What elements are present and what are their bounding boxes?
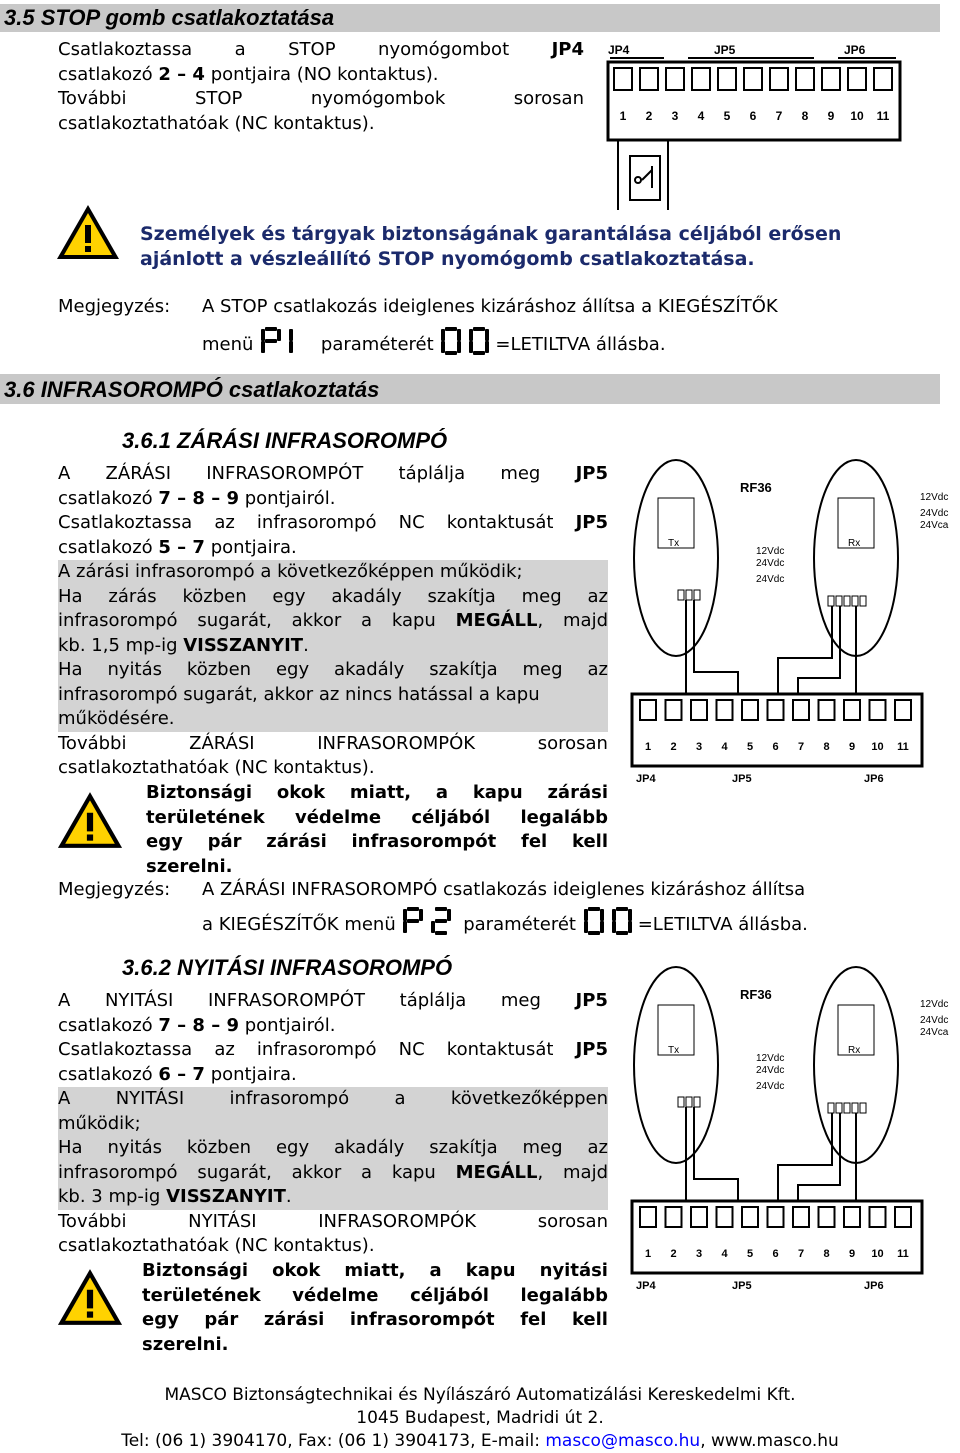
terminal-screw [836, 596, 842, 606]
opening-ir-text: A NYITÁSI INFRASOROMPÓT táplálja meg JP5 csatlakozó 7 – 8 – 9 pontjairól. Csatlakoztassa az infrasorompó NC kontaktusát JP5 csatlakozó 6 – 7 pontjaira. A NYITÁSI infrasorompó a következőképpen működik; Ha nyitás közben egy akadály szakítja meg az infrasorompó sugarát, akkor a kapu MEGÁLL, majd kb. 3 mp-ig VISSZANYIT. További NYITÁSI INFRASOROMPÓK sorosan csatlakoztathatóak (NC kontaktus). [58, 990, 608, 1256]
subsection-title-opening: 3.6.2 NYITÁSI INFRASOROMPÓ [122, 955, 453, 980]
voltage-12vdc: 12Vdc [920, 999, 949, 1010]
jp4-label: JP4 [608, 43, 630, 57]
footer-company: MASCO Biztonságtechnikai és Nyílászáró Automatizálási Kereskedelmi Kft. [164, 1385, 796, 1405]
voltage-24vdc: 24Vdc [920, 508, 949, 519]
terminal-number: 6 [772, 741, 779, 753]
terminal-slot [666, 700, 682, 720]
terminal-screw [852, 596, 858, 606]
terminal-slot [819, 700, 835, 720]
section-heading-3-5 [0, 4, 940, 32]
terminal-number: 8 [801, 109, 809, 123]
lcd-param-value [439, 326, 495, 364]
terminal-number: 8 [823, 1248, 830, 1260]
warning-icon [55, 203, 121, 261]
terminal-slot [844, 1207, 860, 1227]
terminal-slot [844, 700, 860, 720]
voltage-12vdc: 12Vdc [756, 1053, 785, 1064]
terminal-number: 10 [871, 741, 884, 753]
terminal-slot [717, 1207, 733, 1227]
rf36-label: RF36 [740, 987, 772, 1002]
terminal-screw [678, 590, 684, 600]
terminal-slot [691, 700, 707, 720]
jp4-label: JP4 [636, 1280, 656, 1292]
stop-warning: Személyek és tárgyak biztonságának garantálása céljából erősen ajánlott a vészleállító STOP nyomógomb csatlakoztatása. [140, 223, 842, 270]
closing-ir-text: A ZÁRÁSI INFRASOROMPÓT táplálja meg JP5 csatlakozó 7 – 8 – 9 pontjairól. Csatlakoztassa az infrasorompó NC kontaktusát JP5 csatlakozó 5 – 7 pontjaira. A zárási infrasorompó a következőképpen működik; Ha zárás közben egy akadály szakítja meg az infrasorompó sugarát, akkor a kapu MEGÁLL, majd kb. 1,5 mp-ig VISSZANYIT. Ha nyitás közben egy akadály szakítja meg az infrasorompó sugarát, akkor az nincs hatással a kapu működésére. További ZÁRÁSI INFRASOROMPÓK sorosan csatlakoztathatóak (NC kontaktus). [58, 463, 608, 778]
terminal-slot [614, 68, 632, 90]
terminal-slot [640, 68, 658, 90]
stop-paragraph [58, 38, 584, 136]
terminal-slot [796, 68, 814, 90]
voltage-24vdc: 24Vdc [756, 1065, 785, 1076]
terminal-screw [860, 1103, 866, 1113]
voltage-24vdc: 24Vdc [920, 1015, 949, 1026]
voltage-12vdc: 12Vdc [756, 546, 785, 557]
jp6-label: JP6 [864, 1280, 884, 1292]
jp5-label: JP5 [732, 1280, 752, 1292]
terminal-number: 2 [645, 109, 653, 123]
terminal-number: 7 [775, 109, 783, 123]
wire [694, 1107, 738, 1201]
closing-note-line1: A ZÁRÁSI INFRASOROMPÓ csatlakozás ideiglenes kizáráshoz állítsa [202, 879, 806, 900]
terminal-screw [844, 1103, 850, 1113]
terminal-slot [717, 700, 733, 720]
terminal-number: 8 [823, 741, 830, 753]
terminal-number: 7 [797, 741, 805, 753]
terminal-slot [793, 1207, 809, 1227]
terminal-number: 9 [848, 741, 856, 753]
terminal-slot [770, 68, 788, 90]
section-title: 3.5 STOP gomb csatlakoztatása [4, 5, 335, 30]
terminal-number: 4 [721, 1248, 728, 1260]
terminal-number: 5 [746, 741, 754, 753]
footer-address: 1045 Budapest, Madridi út 2. [356, 1408, 604, 1428]
terminal-screw [694, 1097, 700, 1107]
terminal-slot [742, 700, 758, 720]
tx-label: Tx [668, 538, 680, 549]
voltage-24vca: 24Vca [920, 1027, 949, 1038]
stop-note-label: Megjegyzés: [58, 296, 171, 317]
terminal-number: 9 [848, 1248, 856, 1260]
lcd-param-code [401, 906, 457, 944]
terminal-number: 2 [670, 1248, 677, 1260]
email-link[interactable]: masco@masco.hu [545, 1431, 701, 1451]
terminal-slot [768, 700, 784, 720]
warning-icon [55, 1267, 125, 1327]
terminal-number: 11 [897, 1248, 909, 1260]
rx-label: Rx [848, 538, 861, 549]
closing-note-label: Megjegyzés: [58, 879, 171, 900]
terminal-number: 3 [695, 741, 703, 753]
terminal-slot [870, 1207, 886, 1227]
warning-icon [55, 790, 125, 850]
terminal-screw [694, 590, 700, 600]
terminal-screw [860, 596, 866, 606]
footer-contact: Tel: (06 1) 3904170, Fax: (06 1) 3904173, E-mail: masco@masco.hu, www.masco.hu [121, 1431, 839, 1451]
terminal-screw [686, 590, 692, 600]
lcd-param-value [582, 906, 638, 944]
terminal-slot [691, 1207, 707, 1227]
rx-label: Rx [848, 1045, 861, 1056]
tx-unit [634, 460, 718, 656]
terminal-block [632, 1201, 922, 1273]
jp5-label: JP5 [732, 773, 752, 785]
rf36-label: RF36 [740, 480, 772, 495]
stop-wiring-diagram [606, 40, 922, 220]
jp5-label: JP5 [714, 43, 736, 57]
words-line: Csatlakoztassa a STOP nyomógombot JP4 [58, 39, 584, 60]
voltage-24vdc: 24Vdc [756, 1081, 785, 1092]
terminal-screw [828, 596, 834, 606]
terminal-number: 1 [644, 741, 652, 753]
terminal-slot [895, 1207, 911, 1227]
terminal-number: 5 [746, 1248, 754, 1260]
jp4-label: JP4 [636, 773, 656, 785]
terminal-screw [836, 1103, 842, 1113]
footer [0, 1384, 960, 1453]
terminal-block [632, 694, 922, 766]
wire [694, 600, 738, 694]
voltage-24vdc: 24Vdc [756, 574, 785, 585]
stop-note-line2: menü paraméterét =LETILTVA állásba. [202, 326, 666, 364]
terminal-number: 3 [671, 109, 679, 123]
opening-behavior-box: A NYITÁSI infrasorompó a következőképpen működik; Ha nyitás közben egy akadály szakítja meg az infrasorompó sugarát, akkor a kapu MEGÁLL, majd kb. 3 mp-ig VISSZANYIT. [58, 1087, 608, 1210]
terminal-number: 9 [827, 109, 835, 123]
terminal-number: 6 [749, 109, 757, 123]
terminal-screw [686, 1097, 692, 1107]
terminal-slot [640, 1207, 656, 1227]
terminal-number: 1 [644, 1248, 652, 1260]
terminal-number: 10 [871, 1248, 884, 1260]
subsection-title-closing: 3.6.1 ZÁRÁSI INFRASOROMPÓ [122, 428, 448, 453]
terminal-number: 11 [897, 741, 909, 753]
tx-label: Tx [668, 1045, 680, 1056]
text-line: csatlakoztathatóak (NC kontaktus). [58, 112, 375, 134]
terminal-slot [640, 700, 656, 720]
lcd-param-code [259, 326, 315, 364]
terminal-slot [822, 68, 840, 90]
terminal-slot [744, 68, 762, 90]
voltage-12vdc: 12Vdc [920, 492, 949, 503]
closing-behavior-box: A zárási infrasorompó a következőképpen működik; Ha zárás közben egy akadály szakítja meg az infrasorompó sugarát, akkor a kapu MEGÁLL, majd kb. 1,5 mp-ig VISSZANYIT. Ha nyitás közben egy akadály szakítja meg az infrasorompó sugarát, akkor az nincs hatással a kapu működésére. [58, 560, 608, 732]
stop-note-line1: A STOP csatlakozás ideiglenes kizáráshoz állítsa a KIEGÉSZÍTŐK [202, 296, 778, 317]
terminal-number: 2 [670, 741, 677, 753]
terminal-slot [848, 68, 866, 90]
tx-unit [634, 967, 718, 1163]
terminal-number: 4 [721, 741, 728, 753]
words-line: További STOP nyomógombok sorosan [58, 88, 584, 109]
terminal-number: 3 [695, 1248, 703, 1260]
terminal-screw [844, 596, 850, 606]
terminal-number: 10 [850, 109, 864, 123]
wire [798, 606, 840, 694]
wire [798, 1113, 840, 1201]
voltage-24vca: 24Vca [920, 520, 949, 531]
terminal-slot [718, 68, 736, 90]
opening-ir-wiring-diagram [628, 965, 958, 1337]
terminal-slot [793, 700, 809, 720]
closing-safety-warning: Biztonsági okok miatt, a kapu zárási területének védelme céljából legalább egy pár zárási infrasorompót fel kell szerelni. [146, 782, 608, 877]
terminal-number: 1 [619, 109, 627, 123]
terminal-slot [692, 68, 710, 90]
terminal-screw [678, 1097, 684, 1107]
terminal-number: 7 [797, 1248, 805, 1260]
voltage-24vdc: 24Vdc [756, 558, 785, 569]
jp6-label: JP6 [864, 773, 884, 785]
terminal-slot [742, 1207, 758, 1227]
terminal-slot [768, 1207, 784, 1227]
jp6-label: JP6 [844, 43, 866, 57]
terminal-slot [666, 68, 684, 90]
terminal-slot [895, 700, 911, 720]
closing-ir-wiring-diagram [628, 458, 958, 830]
terminal-slot [870, 700, 886, 720]
terminal-number: 6 [772, 1248, 779, 1260]
terminal-number: 4 [697, 109, 705, 123]
section-heading-3-6 [0, 374, 940, 404]
terminal-screw [828, 1103, 834, 1113]
text-line: csatlakozó 2 – 4 pontjaira (NO kontaktus). [58, 63, 439, 85]
terminal-number: 5 [723, 109, 731, 123]
opening-safety-warning: Biztonsági okok miatt, a kapu nyitási területének védelme céljából legalább egy pár zárási infrasorompót fel kell szerelni. [142, 1260, 608, 1355]
section-title: 3.6 INFRASOROMPÓ csatlakoztatás [4, 377, 380, 402]
terminal-slot [874, 68, 892, 90]
terminal-slot [666, 1207, 682, 1227]
terminal-slot [819, 1207, 835, 1227]
closing-note-line2: a KIEGÉSZÍTŐK menü paraméterét =LETILTVA állásba. [202, 906, 808, 944]
terminal-screw [852, 1103, 858, 1113]
terminal-number: 11 [876, 109, 890, 123]
